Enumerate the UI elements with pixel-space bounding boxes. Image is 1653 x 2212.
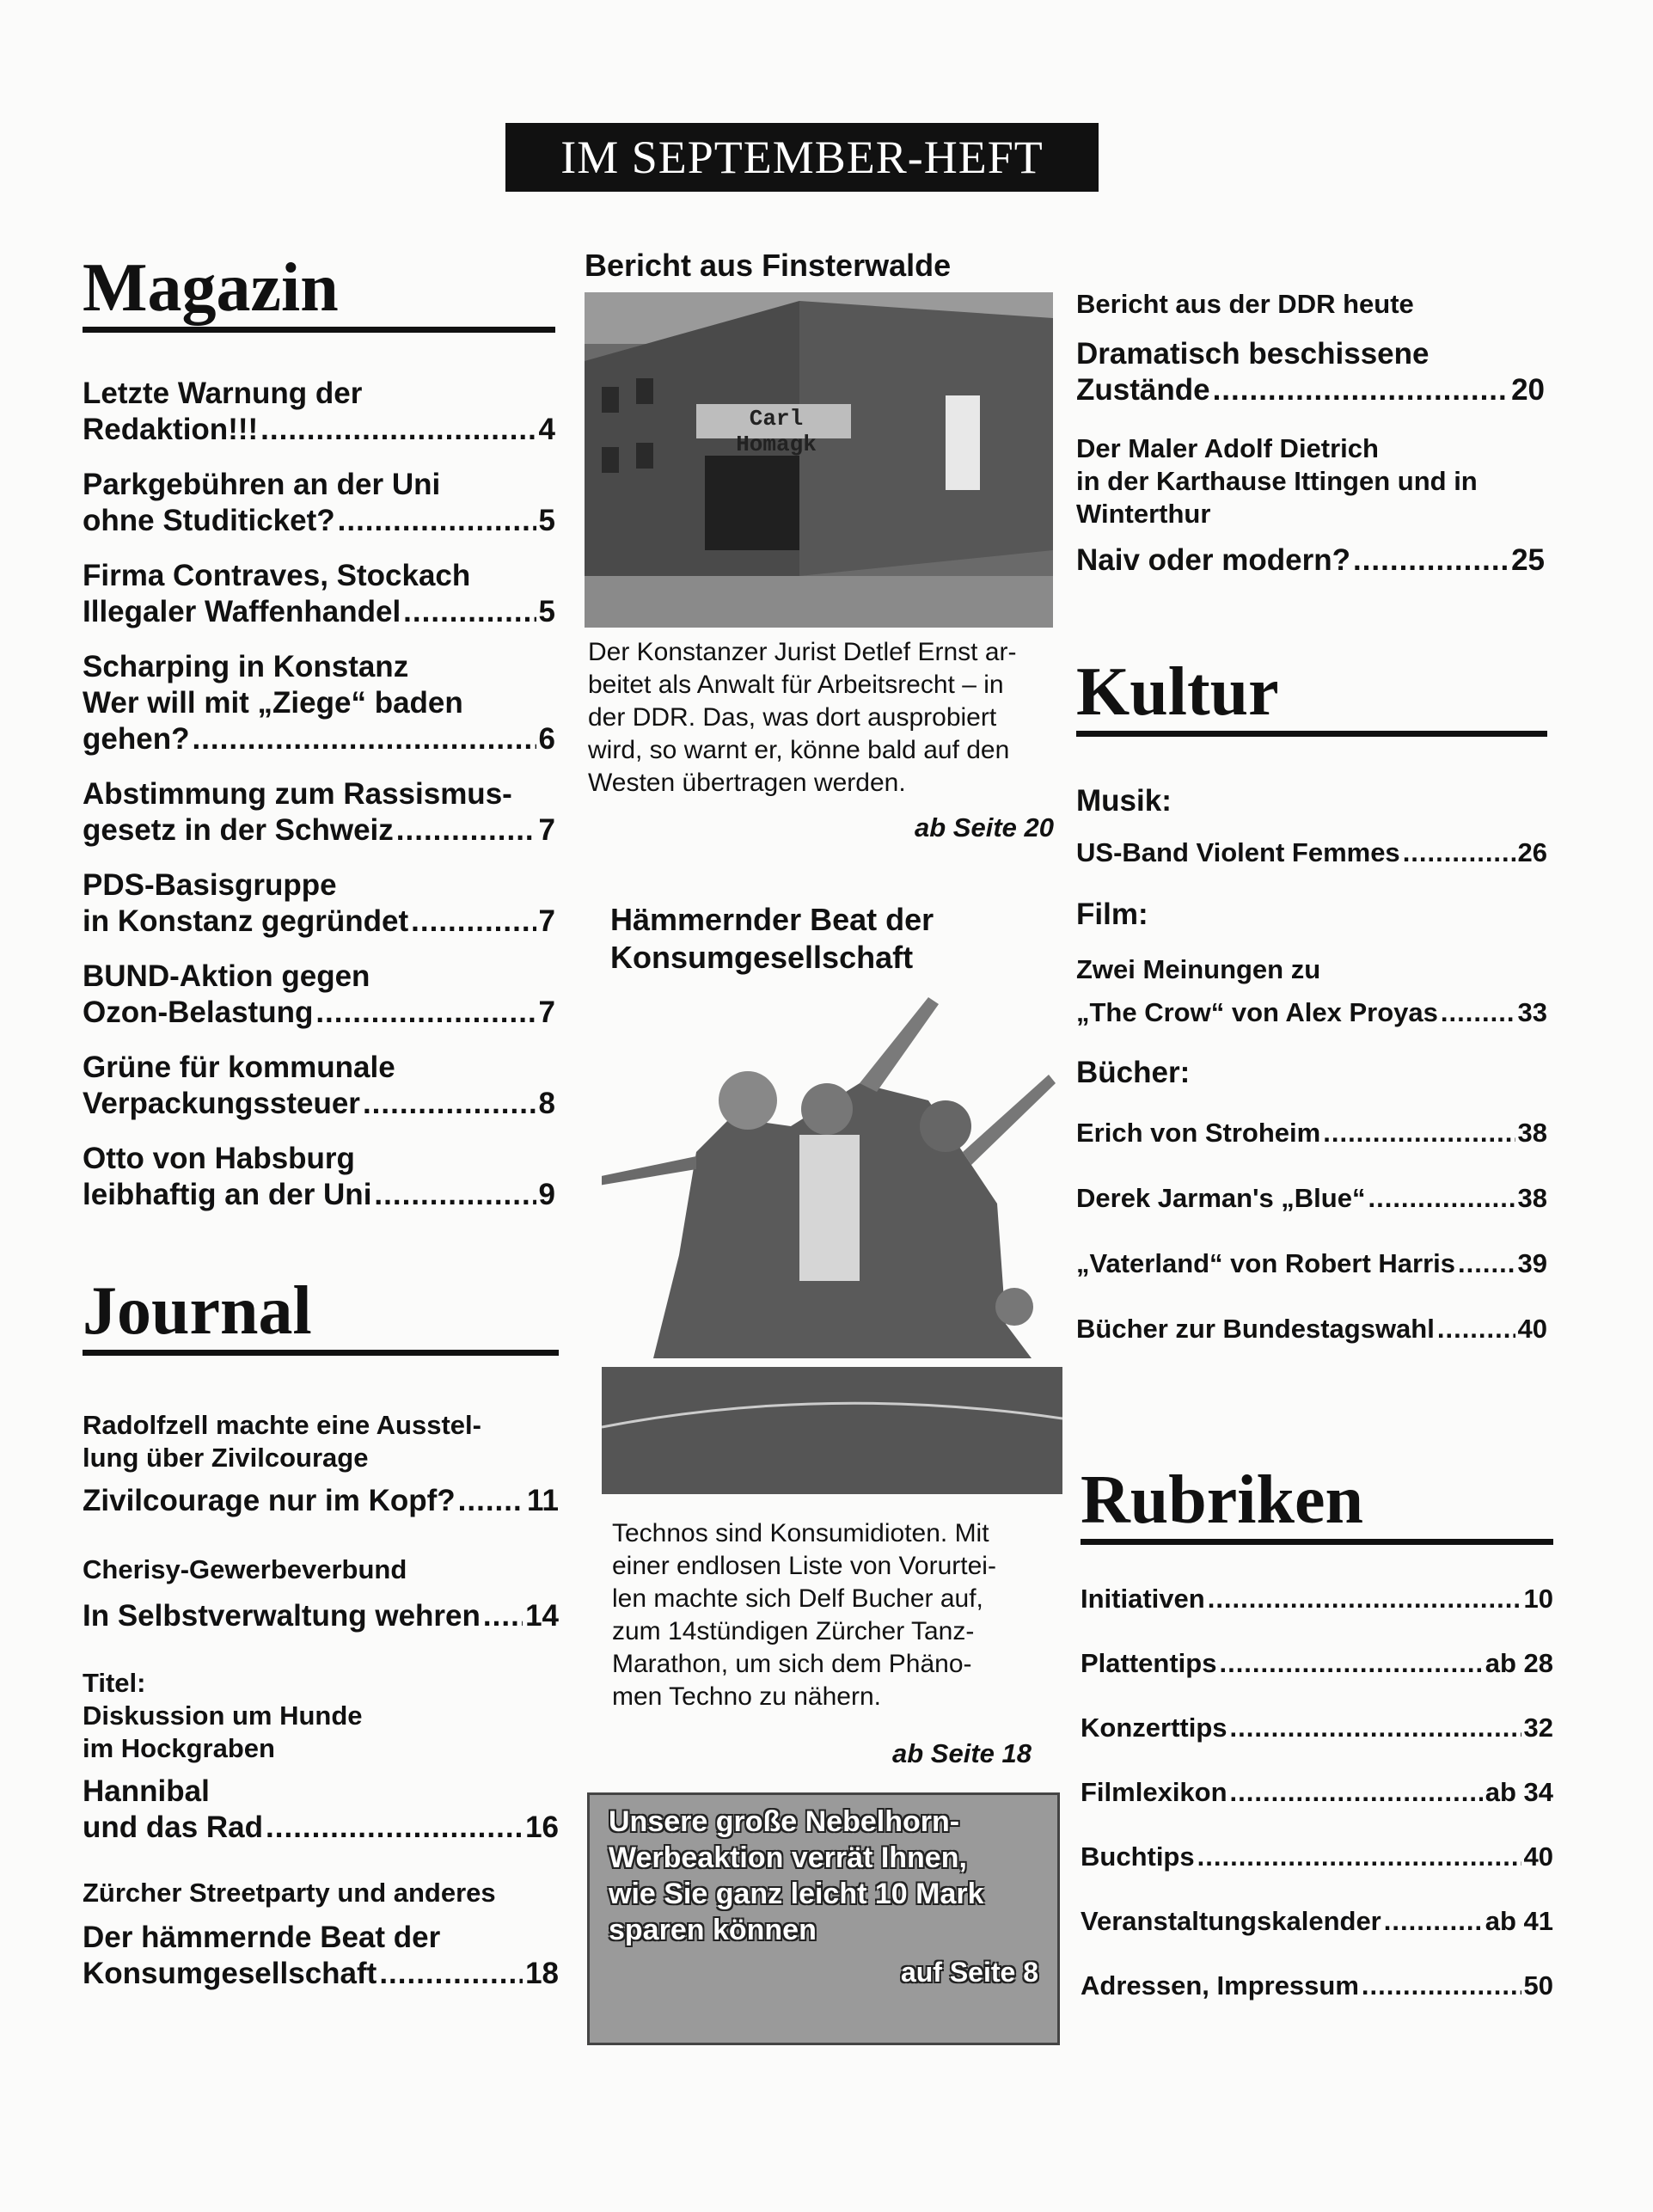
rubriken-item[interactable]: Adressen, Impressum ..... 50 <box>1081 1970 1553 2002</box>
magazin-rule <box>83 327 555 333</box>
ddr-entry[interactable]: Dramatisch beschissene Zustände ..... 20 <box>1076 336 1545 408</box>
journal-item[interactable]: Radolfzell machte eine Ausstel- lung über Zivilcourage Zivilcourage nur im Kopf? ..... 11 <box>83 1409 559 1519</box>
magazin-item[interactable]: Firma Contraves, Stockach Illegaler Waffenhandel ..... 5 <box>83 558 555 630</box>
rubriken-item[interactable]: Buchtips ..... 40 <box>1081 1841 1553 1873</box>
kultur-item[interactable]: Erich von Stroheim ..... 38 <box>1076 1117 1547 1149</box>
kultur-item[interactable]: Derek Jarman's „Blue“ ..... 38 <box>1076 1182 1547 1215</box>
musik-label: Musik: <box>1076 784 1172 818</box>
feature1-caption: Der Konstanzer Jurist Detlef Ernst ar- beitet als Anwalt für Arbeitsrecht – in der DDR. Das, was dort ausprobiert wird, so warnt er, könne bald auf den Westen übertragen werden. <box>588 638 1017 797</box>
feature2-title[interactable]: Hämmernder Beat der Konsumgesellschaft <box>610 902 934 975</box>
film-label: Film: <box>1076 898 1148 931</box>
issue-banner: IM SEPTEMBER-HEFT <box>505 123 1099 192</box>
rubriken-item[interactable]: Filmlexikon ..... ab 34 <box>1081 1776 1553 1809</box>
journal-item[interactable]: Cherisy-Gewerbeverbund In Selbstverwaltung wehren ..... 14 <box>83 1553 559 1634</box>
techno-photo <box>602 980 1062 1494</box>
kultur-section <box>1076 653 1547 1345</box>
kultur-item[interactable]: US-Band Violent Femmes ..... 26 <box>1076 836 1547 869</box>
journal-rule <box>83 1350 559 1356</box>
kultur-item[interactable]: „The Crow“ von Alex Proyas ..... 33 <box>1076 996 1547 1029</box>
rubriken-title: Rubriken <box>1081 1462 1363 1538</box>
rubriken-rule <box>1081 1539 1553 1545</box>
magazin-title: Magazin <box>83 250 339 326</box>
magazin-item[interactable]: Parkgebühren an der Uni ohne Studiticket? ..... 5 <box>83 467 555 539</box>
dancers-image <box>602 980 1062 1494</box>
feature2-page-ref[interactable]: ab Seite 18 <box>892 1738 1032 1768</box>
magazin-item[interactable]: Otto von Habsburg leibhaftig an der Uni ..... 9 <box>83 1141 555 1213</box>
finsterwalde-photo <box>585 292 1053 628</box>
rubriken-section <box>1081 1461 1553 2002</box>
feature1-title[interactable]: Bericht aus Finsterwalde <box>585 248 952 283</box>
kultur-item[interactable]: „Vaterland“ von Robert Harris ..... 39 <box>1076 1247 1547 1280</box>
feature1-page-ref[interactable]: ab Seite 20 <box>915 812 1054 843</box>
rubriken-item[interactable]: Plattentips ..... ab 28 <box>1081 1647 1553 1680</box>
feature2-caption: Technos sind Konsumidioten. Mit einer endlosen Liste von Vorurtei- len machte sich Delf Bucher auf, zum 14stündigen Zürcher Tanz- Marathon, um sich dem Phäno- men Techno zu nähern. <box>612 1519 996 1711</box>
building-image <box>585 292 1053 628</box>
magazin-item[interactable]: BUND-Aktion gegen Ozon-Belastung ..... 7 <box>83 959 555 1031</box>
kultur-rule <box>1076 731 1547 737</box>
buecher-label: Bücher: <box>1076 1056 1191 1089</box>
magazin-item[interactable]: PDS-Basisgruppe in Konstanz gegründet ..... 7 <box>83 867 555 940</box>
ddr-kicker: Bericht aus der DDR heute <box>1076 289 1414 319</box>
ddr-section <box>1076 288 1545 579</box>
magazin-item[interactable]: Letzte Warnung der Redaktion!!! ..... 4 <box>83 376 555 448</box>
kultur-title: Kultur <box>1076 654 1279 730</box>
rubriken-item[interactable]: Veranstaltungskalender ..... ab 41 <box>1081 1905 1553 1938</box>
dietrich-entry[interactable]: Naiv oder modern? ..... 25 <box>1076 542 1545 579</box>
magazin-item[interactable]: Abstimmung zum Rassismus- gesetz in der Schweiz ..... 7 <box>83 776 555 849</box>
promo-text: Unsere große Nebelhorn- Werbeaktion verrät Ihnen, wie Sie ganz leicht 10 Mark sparen können <box>609 1805 984 1946</box>
journal-title: Journal <box>83 1273 312 1349</box>
journal-item[interactable]: Zürcher Streetparty und anderes Der hämmernde Beat der Konsumgesellschaft ..... 18 <box>83 1877 559 1992</box>
dietrich-kicker: Der Maler Adolf Dietrich in der Karthause Ittingen und in Winterthur <box>1076 433 1478 529</box>
magazin-section <box>83 249 555 1232</box>
kultur-item[interactable]: Bücher zur Bundestagswahl ..... 40 <box>1076 1313 1547 1345</box>
rubriken-item[interactable]: Konzerttips ..... 32 <box>1081 1712 1553 1744</box>
film-kicker: Zwei Meinungen zu <box>1076 954 1321 984</box>
photo-sign-text: Carl Homagk <box>736 406 817 457</box>
journal-section <box>83 1272 559 1992</box>
journal-item[interactable]: Titel: Diskussion um Hunde im Hockgraben Hannibal und das Rad ..... 16 <box>83 1667 559 1846</box>
magazin-item[interactable]: Grüne für kommunale Verpackungssteuer ..... 8 <box>83 1050 555 1122</box>
magazin-item[interactable]: Scharping in Konstanz Wer will mit „Ziege“ baden gehen? ..... 6 <box>83 649 555 757</box>
rubriken-item[interactable]: Initiativen ..... 10 <box>1081 1583 1553 1615</box>
promo-page-ref: auf Seite 8 <box>900 1957 1038 1988</box>
promo-box[interactable] <box>587 1792 1060 2045</box>
